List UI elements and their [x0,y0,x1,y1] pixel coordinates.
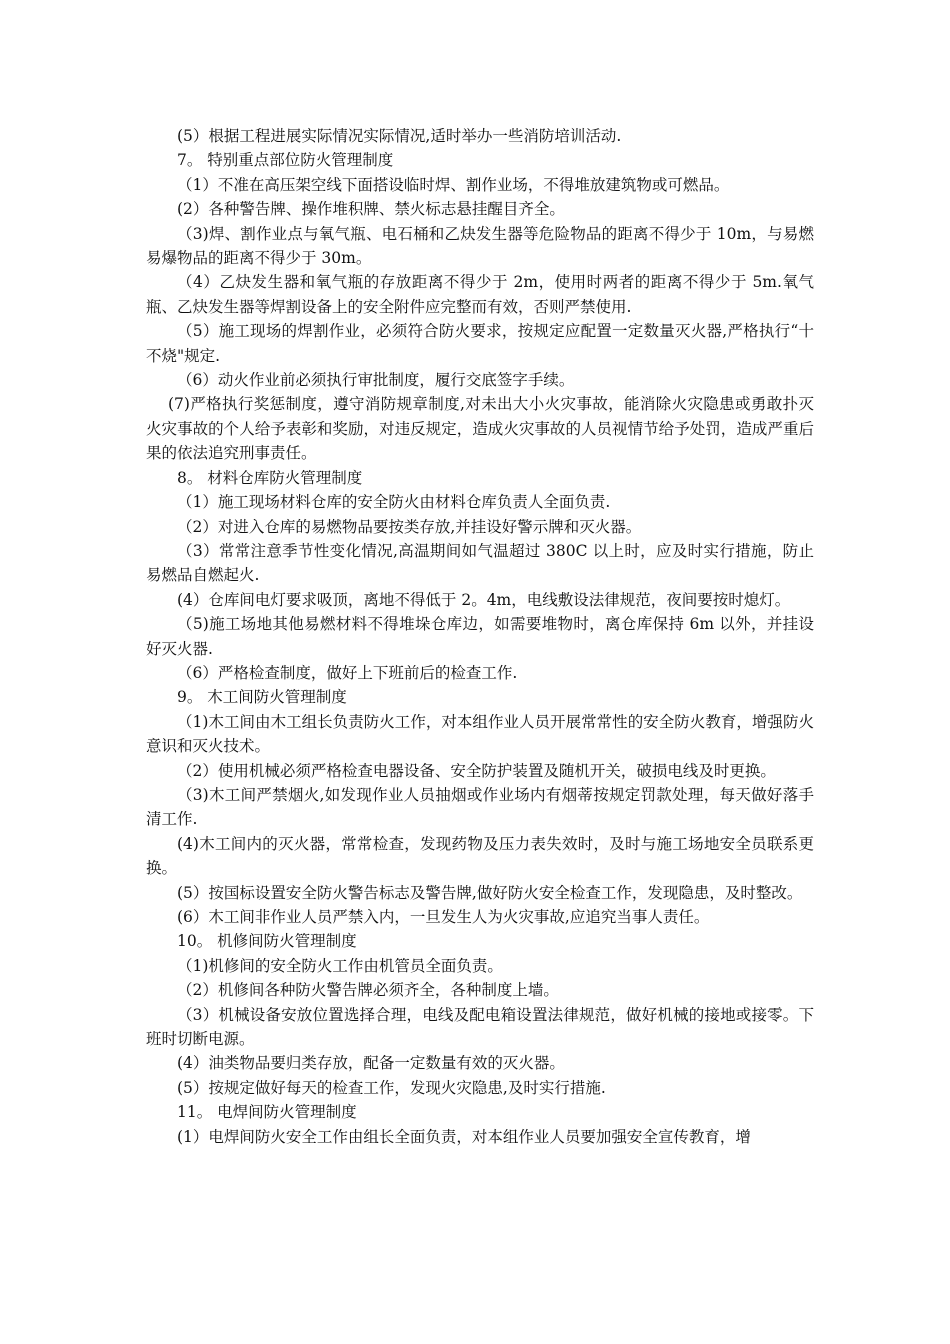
paragraph: （1）施工现场材料仓库的安全防火由材料仓库负责人全面负责. [177,493,611,512]
paragraph: （5）施工现场的焊割作业，必须符合防火要求，按规定应配置一定数量灭火器,严格执行“十不烧"规定. [146,322,814,365]
paragraph: （3)木工间严禁烟火,如发现作业人员抽烟或作业场内有烟蒂按规定罚款处理，每天做好落手清工作. [146,785,814,829]
paragraph: （3）机械设备安放位置选择合理，电线及配电箱设置法律规范，做好机械的接地或接零。下班时切断电源。 [146,1005,814,1049]
paragraph: （3)焊、割作业点与氧气瓶、电石桶和乙炔发生器等危险物品的距离不得少于 10m，与易燃易爆物品的距离不得少于 30m。 [146,224,814,268]
paragraph: （1）不准在高压架空线下面搭设临时焊、割作业场，不得堆放建筑物或可燃品。 [177,175,730,194]
section-heading: 9。 木工间防火管理制度 [177,688,347,707]
paragraph: (5）按规定做好每天的检查工作，发现火灾隐患,及时实行措施. [177,1078,606,1097]
paragraph: (5）按国标设置安全防火警告标志及警告牌,做好防火安全检查工作，发现隐患，及时整改。 [177,883,803,902]
paragraph: (4)木工间内的灭火器，常常检查，发现药物及压力表失效时，及时与施工场地安全员联系更换。 [146,834,814,878]
paragraph: （1)机修间的安全防火工作由机管员全面负责。 [177,956,503,975]
paragraph: (2）各种警告牌、操作堆积牌、禁火标志悬挂醒目齐全。 [177,200,565,219]
paragraph: (6）木工间非作业人员严禁入内，一旦发生人为火灾事故,应追究当事人责任。 [177,908,710,926]
paragraph: （1)木工间由木工组长负责防火工作，对本组作业人员开展常常性的安全防火教育，增强防火意识和灭火技术。 [146,712,814,756]
section-heading: 7。 特别重点部位防火管理制度 [177,151,394,170]
paragraph: (5）根据工程进展实际情况实际情况,适时举办一些消防培训活动. [177,127,622,145]
paragraph: (7)严格执行奖惩制度，遵守消防规章制度,对未出大小火灾事故，能消除火灾隐患或勇敢扑灭火灾事故的个人给予表彰和奖励，对违反规定，造成火灾事故的人员视情节给予处罚，造成严重后果的依法追究刑事责任。 [146,395,814,463]
paragraph: （6）动火作业前必须执行审批制度，履行交底签字手续。 [177,371,575,390]
paragraph: （6）严格检查制度，做好上下班前后的检查工作. [177,663,518,682]
paragraph: （4）乙炔发生器和氧气瓶的存放距离不得少于 2m，使用时两者的距离不得少于 5m.氧气瓶、乙炔发生器等焊割设备上的安全附件应完整而有效，否则严禁使用. [146,273,814,316]
paragraph: (4）油类物品要归类存放，配备一定数量有效的灭火器。 [177,1054,565,1073]
paragraph: (4）仓库间电灯要求吸顶，离地不得低于 2。4m，电线敷设法律规范，夜间要按时熄灯。 [177,590,791,609]
paragraph: (1）电焊间防火安全工作由组长全面负责，对本组作业人员要加强安全宣传教育，增 [177,1127,751,1146]
section-heading: 11。 电焊间防火管理制度 [177,1103,357,1122]
paragraph: （3）常常注意季节性变化情况,高温期间如气温超过 380C 以上时，应及时实行措施，防止易燃品自燃起火. [146,541,814,585]
paragraph: （2）使用机械必须严格检查电器设备、安全防护装置及随机开关，破损电线及时更换。 [177,761,776,780]
section-heading: 10。 机修间防火管理制度 [177,932,357,951]
paragraph: （5)施工场地其他易燃材料不得堆垛仓库边，如需要堆物时，离仓库保持 6m 以外，并挂设好灭火器. [146,615,814,658]
paragraph: （2）对进入仓库的易燃物品要按类存放,并挂设好警示牌和灭火器。 [177,517,642,536]
section-heading: 8。 材料仓库防火管理制度 [177,468,363,487]
paragraph: （2）机修间各种防火警告牌必须齐全，各种制度上墙。 [177,981,559,1000]
document-body [146,124,814,1149]
